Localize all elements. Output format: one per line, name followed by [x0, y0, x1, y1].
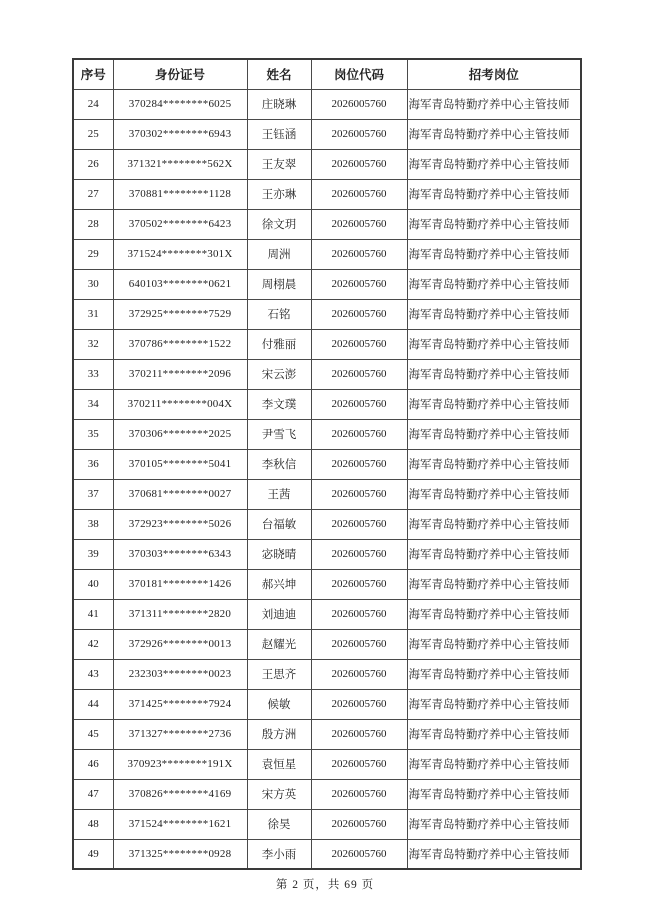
id-number-cell: 370786********1522 — [113, 329, 247, 359]
position-code-cell: 2026005760 — [311, 149, 407, 179]
id-number-cell: 370881********1128 — [113, 179, 247, 209]
recruitment-position-cell: 海军青岛特勤疗养中心主管技师 — [407, 659, 581, 689]
serial-cell: 29 — [73, 239, 113, 269]
position-code-cell: 2026005760 — [311, 209, 407, 239]
name-cell: 尹雪飞 — [247, 419, 311, 449]
recruitment-position-cell: 海军青岛特勤疗养中心主管技师 — [407, 209, 581, 239]
recruitment-position-cell: 海军青岛特勤疗养中心主管技师 — [407, 389, 581, 419]
table-row — [73, 719, 581, 749]
table-row — [73, 599, 581, 629]
table-row — [73, 509, 581, 539]
position-code-cell: 2026005760 — [311, 689, 407, 719]
name-cell: 候敏 — [247, 689, 311, 719]
name-cell: 王钰涵 — [247, 119, 311, 149]
table-body — [73, 89, 581, 869]
position-code-cell: 2026005760 — [311, 779, 407, 809]
table-row — [73, 749, 581, 779]
name-cell: 李秋信 — [247, 449, 311, 479]
recruitment-position-cell: 海军青岛特勤疗养中心主管技师 — [407, 569, 581, 599]
recruitment-position-cell: 海军青岛特勤疗养中心主管技师 — [407, 779, 581, 809]
position-code-cell: 2026005760 — [311, 569, 407, 599]
position-code-cell: 2026005760 — [311, 89, 407, 119]
serial-cell: 26 — [73, 149, 113, 179]
table-row — [73, 779, 581, 809]
table-row — [73, 149, 581, 179]
recruitment-position-cell: 海军青岛特勤疗养中心主管技师 — [407, 119, 581, 149]
name-cell: 殷方洲 — [247, 719, 311, 749]
serial-cell: 42 — [73, 629, 113, 659]
header-name: 姓名 — [247, 59, 311, 89]
position-code-cell: 2026005760 — [311, 479, 407, 509]
serial-cell: 34 — [73, 389, 113, 419]
id-number-cell: 372926********0013 — [113, 629, 247, 659]
position-code-cell: 2026005760 — [311, 509, 407, 539]
recruitment-position-cell: 海军青岛特勤疗养中心主管技师 — [407, 599, 581, 629]
recruitment-position-cell: 海军青岛特勤疗养中心主管技师 — [407, 839, 581, 869]
name-cell: 袁恒星 — [247, 749, 311, 779]
page-number-footer: 第 2 页，共 69 页 — [275, 879, 375, 891]
id-number-cell: 370181********1426 — [113, 569, 247, 599]
name-cell: 付雅丽 — [247, 329, 311, 359]
table-row — [73, 839, 581, 869]
name-cell: 宋方英 — [247, 779, 311, 809]
name-cell: 郝兴坤 — [247, 569, 311, 599]
table-row — [73, 239, 581, 269]
serial-cell: 36 — [73, 449, 113, 479]
name-cell: 王茜 — [247, 479, 311, 509]
serial-cell: 33 — [73, 359, 113, 389]
id-number-cell: 370211********2096 — [113, 359, 247, 389]
serial-cell: 44 — [73, 689, 113, 719]
position-code-cell: 2026005760 — [311, 659, 407, 689]
table-row — [73, 809, 581, 839]
id-number-cell: 371327********2736 — [113, 719, 247, 749]
name-cell: 李小雨 — [247, 839, 311, 869]
name-cell: 周栩晨 — [247, 269, 311, 299]
id-number-cell: 370211********004X — [113, 389, 247, 419]
position-code-cell: 2026005760 — [311, 269, 407, 299]
table-row — [73, 329, 581, 359]
recruitment-position-cell: 海军青岛特勤疗养中心主管技师 — [407, 449, 581, 479]
recruitment-position-cell: 海军青岛特勤疗养中心主管技师 — [407, 629, 581, 659]
header-position-code: 岗位代码 — [311, 59, 407, 89]
recruitment-position-cell: 海军青岛特勤疗养中心主管技师 — [407, 239, 581, 269]
position-code-cell: 2026005760 — [311, 629, 407, 659]
serial-cell: 40 — [73, 569, 113, 599]
name-cell: 徐昊 — [247, 809, 311, 839]
serial-cell: 37 — [73, 479, 113, 509]
position-code-cell: 2026005760 — [311, 839, 407, 869]
serial-cell: 35 — [73, 419, 113, 449]
table-row — [73, 629, 581, 659]
recruitment-position-cell: 海军青岛特勤疗养中心主管技师 — [407, 269, 581, 299]
table-row — [73, 269, 581, 299]
recruitment-position-cell: 海军青岛特勤疗养中心主管技师 — [407, 359, 581, 389]
header-recruitment-position: 招考岗位 — [407, 59, 581, 89]
serial-cell: 48 — [73, 809, 113, 839]
id-number-cell: 371425********7924 — [113, 689, 247, 719]
table-row — [73, 539, 581, 569]
table-row — [73, 659, 581, 689]
serial-cell: 43 — [73, 659, 113, 689]
table-row — [73, 419, 581, 449]
serial-cell: 49 — [73, 839, 113, 869]
serial-cell: 38 — [73, 509, 113, 539]
id-number-cell: 371321********562X — [113, 149, 247, 179]
serial-cell: 30 — [73, 269, 113, 299]
name-cell: 宓晓晴 — [247, 539, 311, 569]
header-serial-number: 序号 — [73, 59, 113, 89]
name-cell: 李文璞 — [247, 389, 311, 419]
recruitment-position-cell: 海军青岛特勤疗养中心主管技师 — [407, 719, 581, 749]
table-row — [73, 299, 581, 329]
table-row — [73, 89, 581, 119]
position-code-cell: 2026005760 — [311, 449, 407, 479]
id-number-cell: 372923********5026 — [113, 509, 247, 539]
serial-cell: 32 — [73, 329, 113, 359]
table-row — [73, 119, 581, 149]
serial-cell: 27 — [73, 179, 113, 209]
table-row — [73, 179, 581, 209]
candidate-roster-table — [72, 58, 582, 870]
serial-cell: 46 — [73, 749, 113, 779]
name-cell: 赵耀光 — [247, 629, 311, 659]
position-code-cell: 2026005760 — [311, 599, 407, 629]
id-number-cell: 370681********0027 — [113, 479, 247, 509]
table-row — [73, 359, 581, 389]
name-cell: 王亦琳 — [247, 179, 311, 209]
name-cell: 台福敏 — [247, 509, 311, 539]
serial-cell: 25 — [73, 119, 113, 149]
position-code-cell: 2026005760 — [311, 179, 407, 209]
id-number-cell: 370306********2025 — [113, 419, 247, 449]
table-row — [73, 389, 581, 419]
position-code-cell: 2026005760 — [311, 239, 407, 269]
table-row — [73, 569, 581, 599]
serial-cell: 31 — [73, 299, 113, 329]
name-cell: 刘迪迪 — [247, 599, 311, 629]
position-code-cell: 2026005760 — [311, 539, 407, 569]
id-number-cell: 370303********6343 — [113, 539, 247, 569]
position-code-cell: 2026005760 — [311, 299, 407, 329]
table-row — [73, 209, 581, 239]
id-number-cell: 370302********6943 — [113, 119, 247, 149]
id-number-cell: 370502********6423 — [113, 209, 247, 239]
position-code-cell: 2026005760 — [311, 359, 407, 389]
position-code-cell: 2026005760 — [311, 119, 407, 149]
id-number-cell: 370923********191X — [113, 749, 247, 779]
recruitment-position-cell: 海军青岛特勤疗养中心主管技师 — [407, 419, 581, 449]
id-number-cell: 371325********0928 — [113, 839, 247, 869]
header-id-number: 身份证号 — [113, 59, 247, 89]
serial-cell: 47 — [73, 779, 113, 809]
name-cell: 王思齐 — [247, 659, 311, 689]
id-number-cell: 370284********6025 — [113, 89, 247, 119]
name-cell: 庄晓琳 — [247, 89, 311, 119]
table-row — [73, 479, 581, 509]
recruitment-position-cell: 海军青岛特勤疗养中心主管技师 — [407, 179, 581, 209]
table-header-row — [73, 59, 581, 89]
table-row — [73, 689, 581, 719]
id-number-cell: 372925********7529 — [113, 299, 247, 329]
serial-cell: 28 — [73, 209, 113, 239]
serial-cell: 45 — [73, 719, 113, 749]
id-number-cell: 371311********2820 — [113, 599, 247, 629]
recruitment-position-cell: 海军青岛特勤疗养中心主管技师 — [407, 539, 581, 569]
name-cell: 周洲 — [247, 239, 311, 269]
id-number-cell: 370105********5041 — [113, 449, 247, 479]
id-number-cell: 640103********0621 — [113, 269, 247, 299]
position-code-cell: 2026005760 — [311, 419, 407, 449]
recruitment-position-cell: 海军青岛特勤疗养中心主管技师 — [407, 299, 581, 329]
id-number-cell: 232303********0023 — [113, 659, 247, 689]
position-code-cell: 2026005760 — [311, 809, 407, 839]
position-code-cell: 2026005760 — [311, 329, 407, 359]
recruitment-position-cell: 海军青岛特勤疗养中心主管技师 — [407, 329, 581, 359]
name-cell: 徐文玥 — [247, 209, 311, 239]
id-number-cell: 370826********4169 — [113, 779, 247, 809]
recruitment-position-cell: 海军青岛特勤疗养中心主管技师 — [407, 749, 581, 779]
id-number-cell: 371524********301X — [113, 239, 247, 269]
recruitment-position-cell: 海军青岛特勤疗养中心主管技师 — [407, 149, 581, 179]
recruitment-position-cell: 海军青岛特勤疗养中心主管技师 — [407, 89, 581, 119]
position-code-cell: 2026005760 — [311, 749, 407, 779]
name-cell: 王友翠 — [247, 149, 311, 179]
serial-cell: 39 — [73, 539, 113, 569]
position-code-cell: 2026005760 — [311, 389, 407, 419]
table-row — [73, 449, 581, 479]
id-number-cell: 371524********1621 — [113, 809, 247, 839]
name-cell: 宋云澎 — [247, 359, 311, 389]
serial-cell: 41 — [73, 599, 113, 629]
recruitment-position-cell: 海军青岛特勤疗养中心主管技师 — [407, 479, 581, 509]
recruitment-position-cell: 海军青岛特勤疗养中心主管技师 — [407, 809, 581, 839]
serial-cell: 24 — [73, 89, 113, 119]
recruitment-position-cell: 海军青岛特勤疗养中心主管技师 — [407, 509, 581, 539]
name-cell: 石铭 — [247, 299, 311, 329]
position-code-cell: 2026005760 — [311, 719, 407, 749]
recruitment-position-cell: 海军青岛特勤疗养中心主管技师 — [407, 689, 581, 719]
